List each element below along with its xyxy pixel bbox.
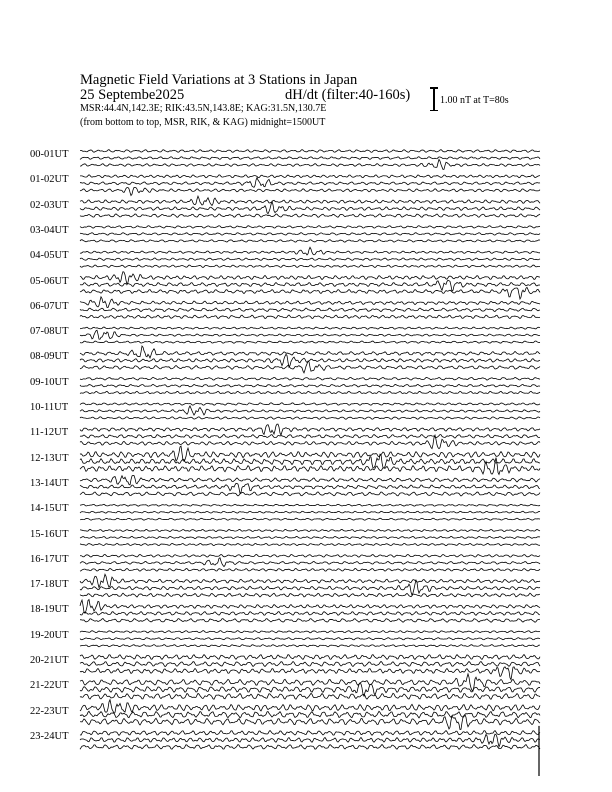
station-coordinates: MSR:44.4N,142.3E; RIK:43.5N,143.8E; KAG:31.5N,130.7E [80,103,327,114]
trace-20-21UT-KAG [80,667,540,680]
trace-20-21UT-MSR [80,654,540,659]
hour-label-09-10UT: 09-10UT [30,376,69,388]
trace-09-10UT-RIK [80,384,540,387]
hour-label-21-22UT: 21-22UT [30,680,69,692]
scale-label: 1.00 nT at T=80s [440,95,509,106]
trace-15-16UT-RIK [80,536,540,538]
trace-07-08UT-MSR [80,327,540,329]
trace-04-05UT-MSR [80,247,540,255]
trace-18-19UT-KAG [80,619,540,623]
trace-05-06UT-KAG [80,287,540,299]
trace-23-24UT-KAG [80,744,540,749]
trace-14-15UT-KAG [80,518,540,520]
hour-label-04-05UT: 04-05UT [30,250,69,262]
trace-04-05UT-RIK [80,258,540,261]
hour-label-22-23UT: 22-23UT [30,705,69,717]
trace-19-20UT-RIK [80,638,540,640]
trace-19-20UT-MSR [80,631,540,633]
trace-21-22UT-KAG [80,693,540,699]
trace-15-16UT-MSR [80,529,540,531]
trace-17-18UT-KAG [80,593,540,597]
trace-01-02UT-KAG [80,187,540,195]
trace-02-03UT-KAG [80,214,540,217]
hour-label-10-11UT: 10-11UT [30,402,69,413]
trace-18-19UT-MSR [80,600,540,614]
trace-03-04UT-MSR [80,226,540,229]
hour-label-19-20UT: 19-20UT [30,629,69,641]
trace-02-03UT-RIK [80,202,540,214]
trace-10-11UT-RIK [80,406,540,415]
trace-13-14UT-KAG [80,492,540,496]
trace-01-02UT-RIK [80,178,540,188]
trace-00-01UT-RIK [80,157,540,160]
trace-07-08UT-RIK [80,330,540,339]
trace-18-19UT-RIK [80,611,540,615]
trace-08-09UT-MSR [80,346,540,358]
hour-label-13-14UT: 13-14UT [30,477,69,489]
trace-10-11UT-KAG [80,417,540,419]
hour-label-18-19UT: 18-19UT [30,604,69,616]
trace-22-23UT-KAG [80,715,540,730]
hour-label-14-15UT: 14-15UT [30,503,69,515]
trace-04-05UT-KAG [80,265,540,268]
trace-03-04UT-RIK [80,233,540,236]
trace-23-24UT-MSR [80,731,540,736]
hour-label-03-04UT: 03-04UT [30,224,69,236]
hour-label-11-12UT: 11-12UT [30,427,69,439]
trace-06-07UT-RIK [80,308,540,312]
trace-08-09UT-KAG [80,361,540,373]
chart-filter: dH/dt (filter:40-160s) [285,87,411,103]
trace-06-07UT-MSR [80,297,540,308]
trace-00-01UT-MSR [80,150,540,153]
trace-22-23UT-RIK [80,711,540,718]
hour-label-20-21UT: 20-21UT [30,655,69,666]
hour-label-15-16UT: 15-16UT [30,528,69,540]
chart-date: 25 Septembe2025 [80,87,185,103]
hour-label-01-02UT: 01-02UT [30,174,69,186]
stack-order-note: (from bottom to top, MSR, RIK, & KAG) midnight=1500UT [80,117,326,128]
trace-22-23UT-MSR [80,700,540,714]
trace-16-17UT-RIK [80,558,540,567]
chart-title: Magnetic Field Variations at 3 Stations in Japan [80,72,358,88]
hour-label-17-18UT: 17-18UT [30,579,69,591]
trace-13-14UT-MSR [80,475,540,484]
trace-13-14UT-RIK [80,483,540,493]
trace-00-01UT-KAG [80,159,540,169]
hour-label-16-17UT: 16-17UT [30,553,69,565]
trace-03-04UT-KAG [80,240,540,243]
hour-label-00-01UT: 00-01UT [30,149,69,160]
trace-19-20UT-KAG [80,645,540,647]
hour-label-07-08UT: 07-08UT [30,326,69,338]
trace-12-13UT-MSR [80,446,540,461]
trace-05-06UT-MSR [80,272,540,285]
hour-label-23-24UT: 23-24UT [30,730,69,742]
trace-17-18UT-MSR [80,574,540,587]
trace-20-21UT-RIK [80,661,540,666]
trace-15-16UT-KAG [80,543,540,545]
trace-02-03UT-MSR [80,196,540,205]
trace-11-12UT-KAG [80,435,540,449]
hour-label-06-07UT: 06-07UT [30,300,69,312]
trace-14-15UT-MSR [80,504,540,506]
trace-10-11UT-MSR [80,403,540,406]
trace-11-12UT-MSR [80,424,540,435]
trace-23-24UT-RIK [80,734,540,747]
trace-09-10UT-MSR [80,377,540,380]
trace-11-12UT-RIK [80,434,540,438]
trace-09-10UT-KAG [80,391,540,393]
hour-label-02-03UT: 02-03UT [30,199,69,211]
trace-07-08UT-KAG [80,341,540,343]
hour-label-08-09UT: 08-09UT [30,351,69,363]
trace-17-18UT-RIK [80,580,540,595]
trace-16-17UT-KAG [80,568,540,571]
trace-14-15UT-RIK [80,511,540,513]
hour-label-05-06UT: 05-06UT [30,275,69,287]
trace-06-07UT-KAG [80,315,540,318]
hour-label-12-13UT: 12-13UT [30,452,69,464]
trace-16-17UT-MSR [80,554,540,557]
trace-01-02UT-MSR [80,175,540,178]
